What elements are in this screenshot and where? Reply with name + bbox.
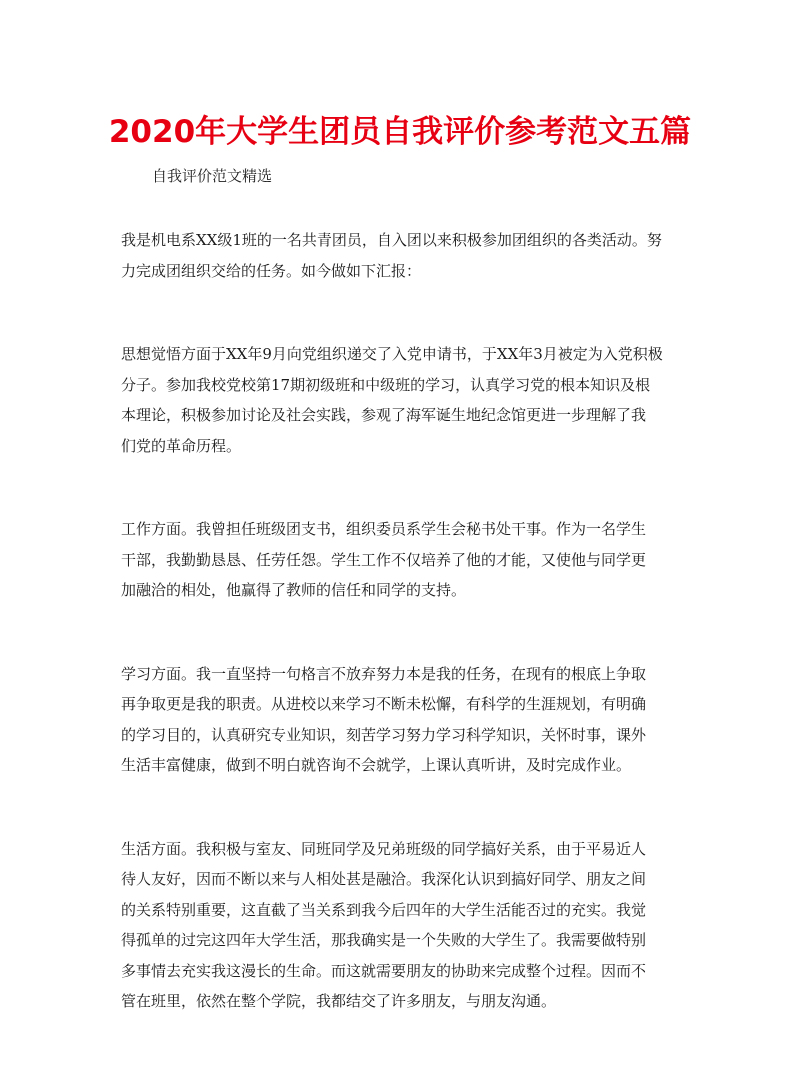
paragraph-line: 学习方面。我一直坚持一句格言不放弃努力本是我的任务，在现有的根底上争取	[121, 664, 647, 683]
body-paragraph	[121, 339, 691, 461]
paragraph-line: 力完成团组织交给的任务。如今做如下汇报：	[121, 261, 422, 280]
paragraph-line: 们党的革命历程。	[121, 436, 242, 455]
body-paragraph	[121, 225, 691, 286]
paragraph-line: 干部，我勤勤恳恳、任劳任怨。学生工作不仅培养了他的才能，又使他与同学更	[121, 550, 647, 569]
paragraph-line: 待人友好，因而不断以来与人相处甚是融洽。我深化认识到搞好同学、朋友之间	[121, 870, 647, 888]
paragraph-line: 生活丰富健康，做到不明白就咨询不会就学，上课认真听讲，及时完成作业。	[121, 756, 632, 774]
paragraph-line: 生活方面。我积极与室友、同班同学及兄弟班级的同学搞好关系，由于平易近人	[121, 839, 647, 858]
paragraph-line: 得孤单的过完这四年大学生活，那我确实是一个失败的大学生了。我需要做特别	[121, 931, 647, 949]
document-subtitle: 自我评价范文精选	[152, 167, 273, 185]
paragraph-line: 本理论，积极参加讨论及社会实践，参观了海军诞生地纪念馆更进一步理解了我	[121, 406, 647, 424]
paragraph-line: 管在班里，依然在整个学院，我都结交了许多朋友，与朋友沟通。	[121, 992, 557, 1010]
paragraph-line: 的学习目的，认真研究专业知识，刻苦学习努力学习科学知识，关怀时事，课外	[121, 725, 647, 744]
paragraph-line: 加融洽的相处，他赢得了教师的信任和同学的支持。	[121, 581, 467, 599]
paragraph-line: 多事情去充实我这漫长的生命。而这就需要朋友的协助来完成整个过程。因而不	[121, 961, 647, 980]
paragraph-line: 分子。参加我校党校第17期初级班和中级班的学习，认真学习党的根本知识及根	[121, 375, 651, 394]
paragraph-line: 工作方面。我曾担任班级团支书，组织委员系学生会秘书处干事。作为一名学生	[121, 520, 647, 538]
document-title: 2020年大学生团员自我评价参考范文五篇	[108, 114, 692, 150]
paragraph-line: 我是机电系XX级1班的一名共青团员，自入团以来积极参加团组织的各类活动。努	[121, 231, 662, 249]
paragraph-line: 的关系特别重要，这直截了当关系到我今后四年的大学生活能否过的充实。我觉	[121, 900, 647, 919]
body-paragraph	[121, 514, 691, 606]
paragraph-line: 再争取更是我的职责。从进校以来学习不断未松懈，有科学的生涯规划，有明确	[121, 695, 647, 713]
document-body	[121, 225, 691, 1070]
body-paragraph	[121, 659, 691, 781]
body-paragraph	[121, 834, 691, 1017]
paragraph-line: 思想觉悟方面于XX年9月向党组织递交了入党申请书，于XX年3月被定为入党积极	[121, 345, 663, 363]
